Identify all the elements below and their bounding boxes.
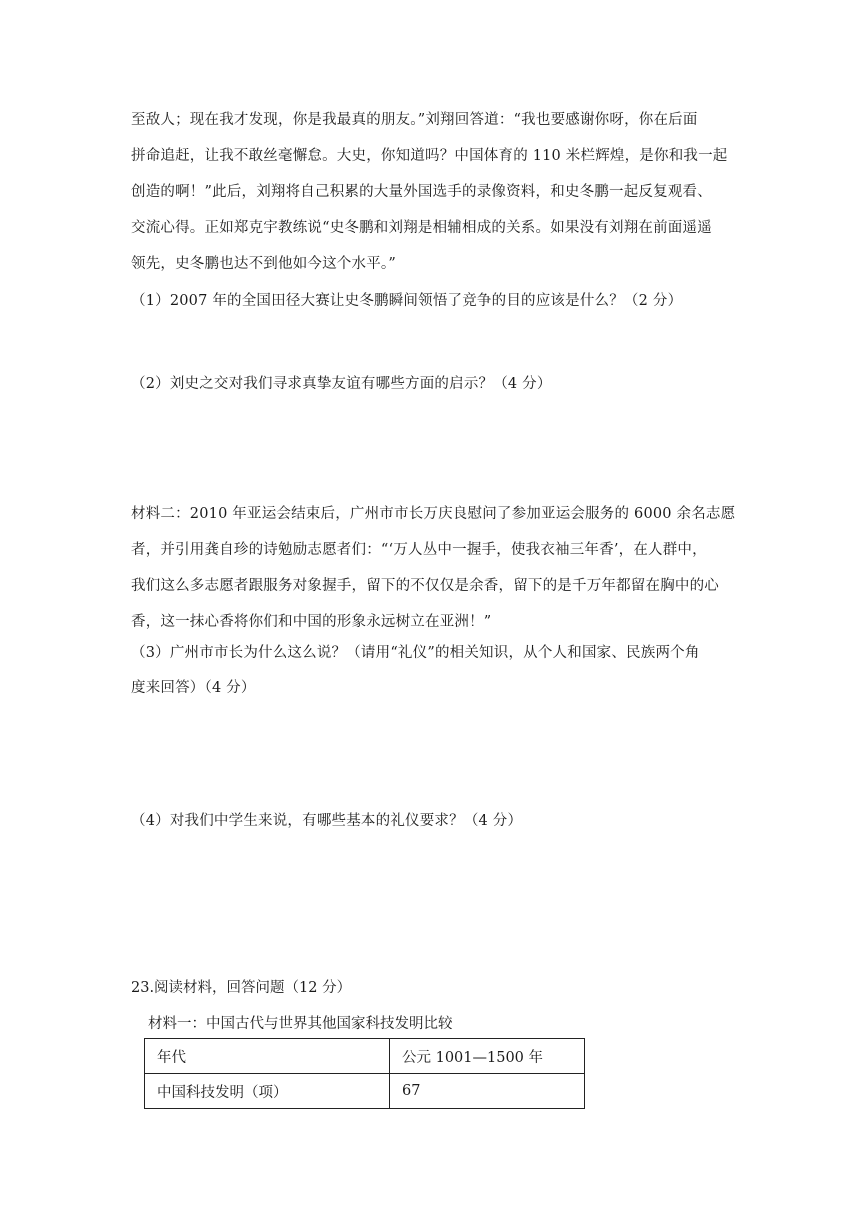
comparison-table [144,1038,585,1109]
paragraph-line: 领先，史冬鹏也达不到他如今这个水平。” [131,256,396,272]
table-cell: 中国科技发明（项） [145,1074,390,1109]
material-continued-paragraph [131,102,731,282]
table-cell: 公元 1001—1500 年 [390,1039,585,1074]
table-row [145,1039,585,1074]
question-3-line-2: 度来回答）（4 分） [131,680,256,696]
paragraph-line: 者，并引用龚自珍的诗勉励志愿者们：“‘万人丛中一握手，使我衣袖三年香’，在人群中， [131,542,707,558]
table-cell: 年代 [145,1039,390,1074]
table-cell: 67 [390,1074,585,1109]
paragraph-line: 材料二：2010 年亚运会结束后，广州市市长万庆良慰问了参加亚运会服务的 6000 余名志愿 [131,506,736,522]
material-two-paragraph [131,496,736,640]
paragraph-line: 创造的啊！”此后，刘翔将自己积累的大量外国选手的录像资料，和史冬鹏一起反复观看、 [131,184,712,200]
paragraph-line: 拼命追赶，让我不敢丝毫懈怠。大史，你知道吗？中国体育的 110 米栏辉煌，是你和我一起 [131,148,728,164]
question-2: （2）刘史之交对我们寻求真挚友谊有哪些方面的启示？（4 分） [131,376,552,392]
table-row [145,1074,585,1109]
material-one-caption: 材料一：中国古代与世界其他国家科技发明比较 [148,1016,453,1032]
question-4: （4）对我们中学生来说，有哪些基本的礼仪要求？（4 分） [131,813,523,829]
question-1: （1）2007 年的全国田径大赛让史冬鹏瞬间领悟了竞争的目的应该是什么？（2 分） [131,293,683,309]
paragraph-line: 至敌人；现在我才发现，你是我最真的朋友。”刘翔回答道：“我也要感谢你呀，你在后面 [131,112,698,128]
paragraph-line: 我们这么多志愿者跟服务对象握手，留下的不仅仅是余香，留下的是千万年都留在胸中的心 [131,578,719,594]
paragraph-line: 香，这一抹心香将你们和中国的形象永远树立在亚洲！” [131,614,492,630]
question-23-title: 23.阅读材料，回答问题（12 分） [131,980,352,996]
question-3-line-1: （3）广州市市长为什么这么说？（请用“礼仪”的相关知识，从个人和国家、民族两个角 [131,645,700,661]
paragraph-line: 交流心得。正如郑克宇教练说“史冬鹏和刘翔是相辅相成的关系。如果没有刘翔在前面遥遥 [131,220,712,236]
